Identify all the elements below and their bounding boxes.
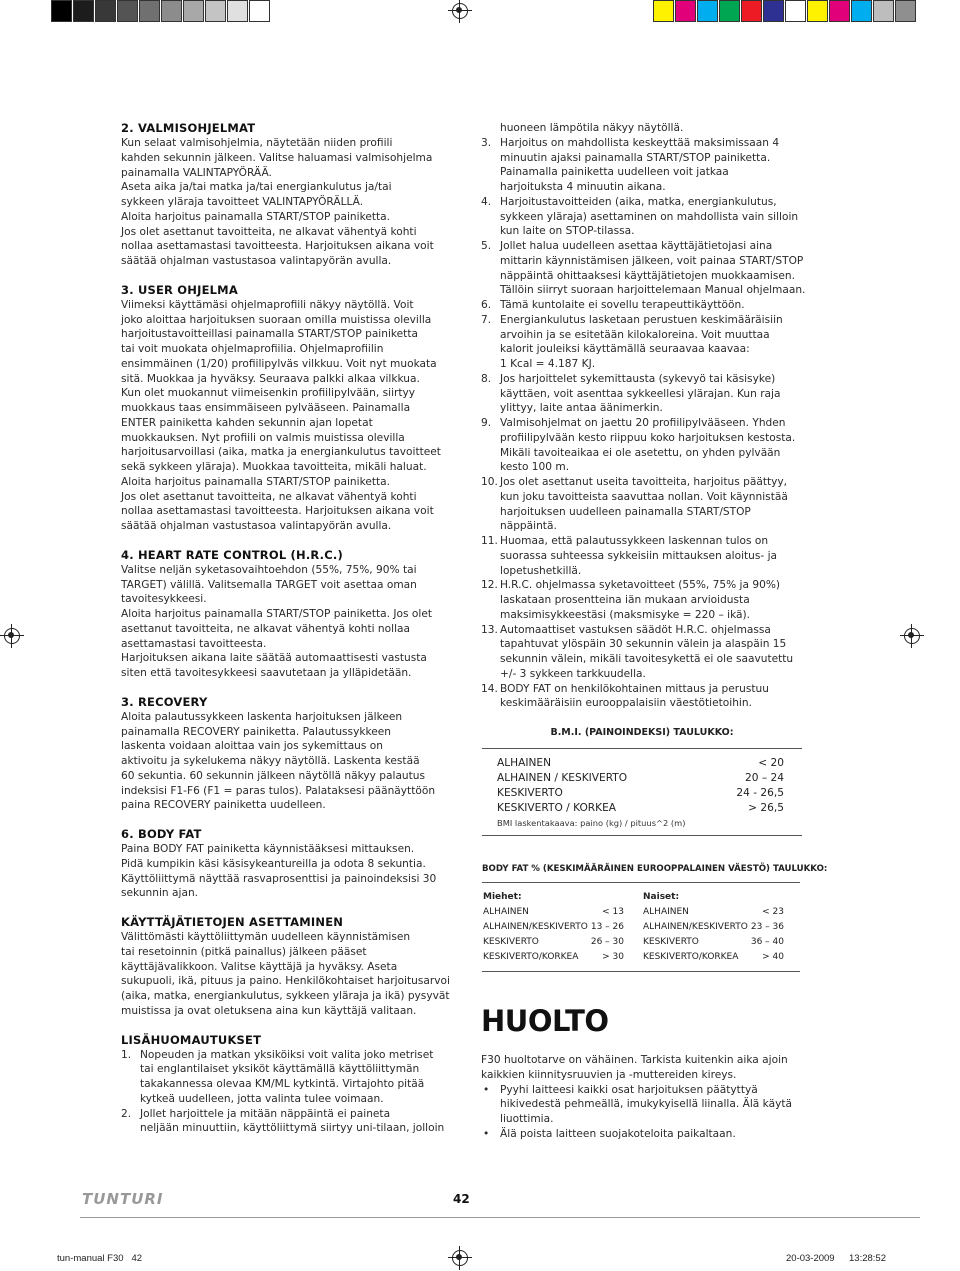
list-item-text <box>500 623 811 682</box>
text-line: sukupuoli, ikä, pituus ja paino. Henkilökohtaiset harjoitusarvoi <box>121 975 450 988</box>
list-item <box>481 682 811 712</box>
text-line: sitä. Muokkaa ja hyväksy. Seuraava palkki alkaa vilkkua. <box>121 372 420 385</box>
text-line: Aloita harjoitus painamalla START/STOP painiketta. Jos olet <box>121 608 432 620</box>
section-heading: KÄYTTÄJÄTIETOJEN ASETTAMINEN <box>121 915 344 929</box>
text-line: asettamastasi tavoitteesta. <box>121 637 267 650</box>
registration-mark-icon <box>904 628 920 644</box>
list-item <box>481 475 811 534</box>
bodyfat-value: 26 – 30 <box>590 937 624 947</box>
text-line: säätää ohjalman vastustasoa valintapyörän avulla. <box>121 520 392 532</box>
bmi-value: > 26,5 <box>748 802 784 814</box>
bodyfat-men-row <box>483 952 624 962</box>
left-column <box>121 121 461 1136</box>
text-line: siten että tavoitesykkeesi saavutetaan ja ylläpidetään. <box>121 667 412 679</box>
list-item <box>481 372 811 416</box>
bmi-table-top-rule <box>482 748 802 749</box>
section-heading: 3. USER OHJELMA <box>121 282 238 297</box>
list-item <box>481 239 811 298</box>
bodyfat-value: > 40 <box>762 952 784 962</box>
text-line: Tällöin siirryt suoraan harjoittelemaan Manual ohjelmaan. <box>500 284 806 297</box>
text-line: käyttäjävalikkoon. Valitse käyttäjä ja hyväksy. Aseta <box>121 960 398 973</box>
slug-filename: tun-manual F30 42 <box>57 1253 143 1264</box>
color-swatch <box>653 0 674 22</box>
section-body-fat <box>121 827 461 901</box>
bodyfat-value: > 30 <box>602 952 624 962</box>
color-swatch <box>741 0 762 22</box>
text-line: liuottimia. <box>500 1113 554 1125</box>
list-item-text <box>500 578 811 622</box>
color-swatch <box>697 0 718 22</box>
text-line: sekunnin ajan. <box>121 887 199 900</box>
list-item-number: 8. <box>481 372 492 385</box>
bodyfat-women-row <box>643 952 784 962</box>
list-item <box>481 623 811 682</box>
list-item-text <box>500 682 811 712</box>
list-item-number: 2. <box>121 1107 132 1120</box>
huolto-section <box>481 1053 811 1142</box>
text-line: arvoihin ja se esitetään kilokaloreina. Voit muuttaa <box>500 328 770 341</box>
list-item-text <box>500 416 811 475</box>
text-line: Aseta aika ja/tai matka ja/tai energiankulutus ja/tai <box>121 181 392 194</box>
text-line: profiilipylvään kesto riippuu koko harjoituksen kestosta. <box>500 431 796 444</box>
bmi-table-row <box>497 772 784 784</box>
text-line: Pidä kumpikin käsi käsisykeantureilla ja odota 8 sekuntia. <box>121 857 426 870</box>
footer-rule <box>80 1217 920 1218</box>
text-line: Nopeuden ja matkan yksiköiksi voit valita joko metriset <box>140 1048 434 1061</box>
list-item-text: huoneen lämpötila näkyy näytöllä. <box>500 122 684 134</box>
text-line: tai voit muokata ohjelmaprofiilia. Ohjelmaprofiilin <box>121 343 384 355</box>
registration-mark-icon <box>452 3 468 19</box>
bodyfat-category: ALHAINEN <box>643 907 689 917</box>
text-line: mittarin käynnistämisen jälkeen, voit painaa START/STOP <box>500 254 804 267</box>
bmi-formula-note: BMI laskentakaava: paino (kg) / pituus^2 (m) <box>497 818 686 828</box>
text-line: sekä sykkeen yläraja). Muokkaa tavoitteita, mikäli haluat. <box>121 461 427 473</box>
bmi-table-row <box>497 787 784 799</box>
text-line: Valitse neljän syketasovaihtoehdon (55%, 75%, 90% tai <box>121 563 417 576</box>
section-heading: 2. VALMISOHJELMAT <box>121 121 256 135</box>
list-item-text <box>500 195 811 239</box>
gray-swatch <box>117 0 138 22</box>
text-line: asettanut tavoitteita, ne alkavat vähentyä kohti nollaa <box>121 622 410 635</box>
bullet-icon: • <box>483 1083 490 1096</box>
text-line: Harjoituksen aikana laite säätää automaattisesti vastusta <box>121 652 427 665</box>
text-line: kaikkien kiinnitysruuvien ja -muttereiden kireys. <box>481 1068 737 1081</box>
right-column <box>481 121 811 711</box>
bodyfat-category: KESKIVERTO/KORKEA <box>483 952 579 962</box>
text-line: sykkeen yläraja) asettaminen on mahdollista vain silloin <box>500 210 799 223</box>
text-line: Harjoitus on mahdollista keskeyttää maksimissaan 4 <box>500 136 780 149</box>
text-line: nollaa asettamastasi tavoitteesta. Harjoituksen aikana voit <box>121 240 434 253</box>
text-line: Jos olet asettanut tavoitteita, ne alkavat vähentyä kohti <box>121 225 417 238</box>
text-line: näppäintä. <box>500 520 557 533</box>
bodyfat-women-row <box>643 907 784 917</box>
bodyfat-men-row <box>483 907 624 917</box>
section-recovery <box>121 695 461 813</box>
text-line: ylittyy, laite antaa äänimerkin. <box>500 402 663 415</box>
bodyfat-category: KESKIVERTO <box>483 937 539 947</box>
text-line: neljään minuuttiin, käyttöliittymä siirtyy uni-tilaan, jolloin <box>140 1122 445 1135</box>
gray-swatch <box>183 0 204 22</box>
text-line: minuutin ajaksi painamalla START/STOP painiketta. <box>500 151 771 164</box>
gray-swatch <box>205 0 226 22</box>
section-user-ohjelma <box>121 283 461 534</box>
text-line: Kun selaat valmisohjelmia, näytetään niiden profiili <box>121 137 393 149</box>
text-line: BODY FAT on henkilökohtainen mittaus ja perustuu <box>500 682 769 695</box>
list-item <box>481 534 811 578</box>
list-item-text <box>140 1048 461 1107</box>
text-line: Mikäli tavoiteaikaa ei ole asetettu, on yhden pylvään <box>500 446 781 459</box>
numbered-list <box>481 136 811 711</box>
text-line: Älä poista laitteen suojakoteloita paikaltaan. <box>500 1127 736 1140</box>
bmi-value: 24 - 26,5 <box>736 787 784 799</box>
list-item-number: 3. <box>481 136 492 149</box>
text-line: takakannessa olevaa KM/ML kytkintä. Virtajohto pitää <box>140 1078 425 1090</box>
slug-time: 13:28:52 <box>849 1253 886 1264</box>
text-line: nollaa asettamastasi tavoitteesta. Harjoituksen aikana voit <box>121 505 434 518</box>
registration-mark-icon <box>452 1250 468 1266</box>
list-item-number: 7. <box>481 313 492 326</box>
list-item-text <box>500 534 811 578</box>
section-heading: LISÄHUOMAUTUKSET <box>121 1032 262 1047</box>
bodyfat-category: ALHAINEN/KESKIVERTO <box>483 922 588 932</box>
gray-swatch <box>249 0 270 22</box>
bodyfat-table-top-rule <box>482 882 800 883</box>
text-line: Painamalla painiketta uudelleen voit jatkaa <box>500 166 729 179</box>
text-line: Kun olet muokannut viimeisenkin profiilipylvään, siirtyy <box>121 387 416 400</box>
text-line: tapahtuvat ylöspäin 30 sekunnin välein ja alaspäin 15 <box>500 638 787 651</box>
text-line: laskenta voidaan aloittaa vain jos sykemittaus on <box>121 740 383 753</box>
paragraph <box>121 298 461 534</box>
text-line: joko aloittaa harjoituksen suoraan omilla muistissa olevilla <box>121 313 432 326</box>
bodyfat-category: ALHAINEN/KESKIVERTO <box>643 922 748 932</box>
text-line: kun laite on STOP-tilassa. <box>500 225 635 238</box>
text-line: harjoituksen uudelleen painamalla START/STOP <box>500 505 751 518</box>
bullet-item <box>481 1127 811 1142</box>
color-swatch <box>851 0 872 22</box>
list-item-number: 11. <box>481 535 498 547</box>
bmi-table-row <box>497 757 784 769</box>
text-line: sekunnin välein, mikäli tavoitesykettä ei ole saavutettu <box>500 653 794 665</box>
bodyfat-table-bottom-rule <box>482 971 800 972</box>
list-item-number: 13. <box>481 623 498 636</box>
numbered-list <box>121 1048 461 1137</box>
list-item <box>481 578 811 622</box>
bodyfat-men-heading: Miehet: <box>483 892 522 902</box>
bodyfat-men-row <box>483 922 624 932</box>
paragraph <box>481 1053 811 1083</box>
text-line: maksimisykkeestäsi (maksmisyke = 220 – ikä). <box>500 608 751 621</box>
text-line: harjoitusarvoillasi (aika, matka ja energiankulutus tavoitteet <box>121 446 441 459</box>
color-swatch <box>719 0 740 22</box>
text-line: Paina BODY FAT painiketta käynnistääksesi mittauksen. <box>121 843 415 855</box>
bmi-table-title: B.M.I. (PAINOINDEKSI) TAULUKKO: <box>550 727 734 738</box>
bullet-list <box>481 1083 811 1142</box>
bodyfat-table-title: BODY FAT % (KESKIMÄÄRÄINEN EUROOPPALAINEN VÄESTÖ) TAULUKKO: <box>482 864 828 874</box>
list-item-number: 5. <box>481 240 492 252</box>
color-swatch <box>763 0 784 22</box>
text-line: säätää ohjalman vastustasoa valintapyörän avulla. <box>121 255 392 267</box>
text-line: harjoitustavoitteillasi painamalla START/STOP painiketta <box>121 328 418 341</box>
list-item-number: 4. <box>481 195 492 208</box>
text-line: ensimmäinen (1/20) profiilipylväs vilkkuu. Voit nyt muokata <box>121 357 437 370</box>
list-item <box>481 195 811 239</box>
text-line: Aloita harjoitus painamalla START/STOP painiketta. <box>121 475 391 488</box>
registration-mark-icon <box>4 628 20 644</box>
paragraph <box>121 563 461 681</box>
bmi-table-row <box>497 802 784 814</box>
text-line: painamalla RECOVERY painiketta. Palautussykkeen <box>121 725 391 738</box>
color-swatch <box>785 0 806 22</box>
list-item-number: 10. <box>481 476 498 488</box>
bodyfat-category: KESKIVERTO <box>643 937 699 947</box>
text-line: H.R.C. ohjelmassa syketavoitteet (55%, 75% ja 90%) <box>500 579 781 592</box>
text-line: kun joku tavoitteista saavuttaa nollan. Voit käynnistää <box>500 490 788 503</box>
tunturi-logo: TUNTURI <box>82 1190 164 1208</box>
text-line: Tämä kuntolaite ei sovellu terapeuttikäyttöön. <box>500 299 745 311</box>
text-line: (aika, matka, energiankulutus, sykkeen yläraja ja ikä) pysyvät <box>121 990 450 1002</box>
gray-swatch <box>73 0 94 22</box>
list-item <box>121 1048 461 1107</box>
bmi-value: 20 – 24 <box>745 772 784 784</box>
text-line: 1 Kcal = 4.187 KJ. <box>500 358 596 370</box>
text-line: aktivoitu ja sykelukema näkyy näytöllä. Laskenta kestää <box>121 755 420 767</box>
text-line: keskimääräisiin eurooppalaisiin väestötietoihin. <box>500 697 752 710</box>
section-user-settings <box>121 915 461 1019</box>
text-line: muokkaus taas ensimmäiseen pylvääseen. Painamalla <box>121 402 411 414</box>
text-line: lopetushetkillä. <box>500 564 582 577</box>
color-swatch <box>675 0 696 22</box>
text-line: Jollet harjoittele ja mitään näppäintä ei paineta <box>140 1107 391 1120</box>
bullet-text <box>500 1127 811 1142</box>
text-line: harjoituksta 4 minuutin aikana. <box>500 181 666 193</box>
text-line: tavoitesykkeesi. <box>121 593 207 606</box>
bodyfat-value: 13 – 26 <box>590 922 624 932</box>
text-line: Huomaa, että palautussykkeen laskennan tulos on <box>500 535 769 547</box>
bodyfat-women-row <box>643 937 784 947</box>
bodyfat-value: < 23 <box>762 907 784 917</box>
section-valmisohjelmat <box>121 121 461 269</box>
text-line: Käyttöliittymä näyttää rasvaprosenttisi ja painoindeksisi 30 <box>121 872 437 885</box>
list-item-number: 14. <box>481 682 498 695</box>
list-item-text <box>140 1107 461 1137</box>
color-swatch <box>807 0 828 22</box>
section-heading: 4. HEART RATE CONTROL (H.R.C.) <box>121 547 343 562</box>
bodyfat-category: KESKIVERTO/KORKEA <box>643 952 739 962</box>
text-line: ENTER painiketta kahden sekunnin ajan lopetat <box>121 416 373 429</box>
text-line: muokkauksen. Nyt profiili on valmis muistissa olevilla <box>121 431 405 444</box>
gray-swatch <box>161 0 182 22</box>
paragraph <box>121 710 461 813</box>
text-line: Automaattiset vastuksen säädöt H.R.C. ohjelmassa <box>500 623 771 636</box>
bodyfat-men-row <box>483 937 624 947</box>
text-line: laskataan prosentteina iän mukaan arvioidusta <box>500 594 750 606</box>
text-line: Pyyhi laitteesi kaikki osat harjoituksen päätyttyä <box>500 1083 758 1096</box>
paragraph <box>121 842 461 901</box>
list-item-text <box>500 298 811 313</box>
text-line: kesto 100 m. <box>500 461 570 474</box>
text-line: Viimeksi käyttämäsi ohjelmaprofiili näkyy näytöllä. Voit <box>121 298 414 311</box>
text-line: käyttäen, voit asenttaa sykkeellesi ylärajan. Kun raja <box>500 387 781 400</box>
color-swatch <box>895 0 916 22</box>
text-line: Välittömästi käyttöliittymän uudelleen käynnistämisen <box>121 931 411 943</box>
text-line: kytkeä uudelleen, jotta valinta tulee voimaan. <box>140 1092 384 1105</box>
gray-swatch <box>139 0 160 22</box>
text-line: 60 sekuntia. 60 sekunnin jälkeen näytöllä näkyy palautus <box>121 769 426 782</box>
list-item-text <box>500 136 811 195</box>
bmi-category: KESKIVERTO <box>497 787 563 799</box>
color-swatch <box>873 0 894 22</box>
paragraph <box>121 930 461 1019</box>
bmi-category: ALHAINEN <box>497 757 552 769</box>
bodyfat-women-row <box>643 922 784 932</box>
section-additional-notes <box>121 1033 461 1137</box>
list-item-text <box>500 475 811 534</box>
list-item-continued <box>481 121 811 136</box>
bmi-table-bottom-rule <box>482 835 802 836</box>
huolto-heading: HUOLTO <box>481 1004 609 1038</box>
list-item-text <box>500 313 811 372</box>
bmi-category: KESKIVERTO / KORKEA <box>497 802 617 814</box>
text-line: painamalla VALINTAPYÖRÄÄ. <box>121 166 272 179</box>
bodyfat-value: < 13 <box>602 907 624 917</box>
bodyfat-women-heading: Naiset: <box>643 892 680 902</box>
bullet-text <box>500 1083 811 1127</box>
text-line: kalorit jouleiksi käyttämällä seuraavaa kaavaa: <box>500 343 750 356</box>
text-line: Aloita harjoitus painamalla START/STOP painiketta. <box>121 210 391 223</box>
text-line: Jos olet asettanut useita tavoitteita, harjoitus päättyy, <box>500 476 788 488</box>
list-item-number: 9. <box>481 417 492 429</box>
section-heart-rate-control <box>121 548 461 681</box>
list-item <box>481 313 811 372</box>
text-line: näppäintä ohittaaksesi käyttäjätietojen muokkaamisen. <box>500 269 795 282</box>
section-heading: 3. RECOVERY <box>121 694 208 709</box>
text-line: tai englantilaiset yksiköt käyttämällä käyttöliittymän <box>140 1063 420 1076</box>
gray-swatch <box>227 0 248 22</box>
text-line: Jos harjoittelet sykemittausta (sykevyö tai käsisyke) <box>500 372 776 385</box>
list-item <box>481 136 811 195</box>
gray-swatch <box>51 0 72 22</box>
slug-date: 20-03-2009 <box>786 1253 835 1264</box>
text-line: Energiankulutus lasketaan perustuen keskimääräisiin <box>500 313 783 326</box>
text-line: Aloita palautussykkeen laskenta harjoituksen jälkeen <box>121 710 403 723</box>
list-item-text <box>500 239 811 298</box>
text-line: Jollet halua uudelleen asettaa käyttäjätietojasi aina <box>500 240 773 252</box>
text-line: muistissa ja ovat oletuksena aina kun käyttäjä valitaan. <box>121 1004 417 1017</box>
bmi-category: ALHAINEN / KESKIVERTO <box>497 772 628 784</box>
text-line: sykkeen yläraja tavoitteet VALINTAPYÖRÄLLÄ. <box>121 196 364 208</box>
list-item <box>481 416 811 475</box>
text-line: Valmisohjelmat on jaettu 20 profiilipylvääseen. Yhden <box>500 417 786 429</box>
list-item-number: 12. <box>481 579 498 592</box>
gray-swatch <box>95 0 116 22</box>
text-line: indeksisi F1-F6 (F1 = paras tulos). Palataksesi päänäyttöön <box>121 784 436 797</box>
color-swatch <box>829 0 850 22</box>
bmi-value: < 20 <box>758 757 784 769</box>
list-item-text <box>500 372 811 416</box>
text-line: F30 huoltotarve on vähäinen. Tarkista kuitenkin aika ajoin <box>481 1054 788 1066</box>
list-item <box>121 1107 461 1137</box>
bodyfat-value: 23 – 36 <box>750 922 784 932</box>
bodyfat-value: 36 – 40 <box>750 937 784 947</box>
bullet-icon: • <box>483 1127 490 1140</box>
text-line: kahden sekunnin jälkeen. Valitse haluamasi valmisohjelma <box>121 151 433 164</box>
text-line: suorassa suhteessa sykkeisiin mittauksen aloitus- ja <box>500 549 778 562</box>
list-item-number: 1. <box>121 1048 132 1061</box>
text-line: hikivedestä pehmeällä, imukykyisellä liinalla. Älä käytä <box>500 1098 793 1111</box>
text-line: tai resetoinnin (pitkä painallus) jälkeen pääset <box>121 945 367 958</box>
text-line: Harjoitustavoitteiden (aika, matka, energiankulutus, <box>500 195 777 208</box>
list-item-number: 6. <box>481 299 492 311</box>
text-line: Jos olet asettanut tavoitteita, ne alkavat vähentyä kohti <box>121 490 417 503</box>
text-line: +/- 3 sykkeen tarkkuudella. <box>500 667 646 680</box>
text-line: TARGET) välillä. Valitsemalla TARGET voit asettaa oman <box>121 578 417 591</box>
paragraph <box>121 136 461 269</box>
text-line: paina RECOVERY painiketta uudelleen. <box>121 799 326 812</box>
page-number: 42 <box>453 1192 470 1206</box>
section-heading: 6. BODY FAT <box>121 827 202 841</box>
list-item <box>481 298 811 313</box>
bodyfat-category: ALHAINEN <box>483 907 529 917</box>
bullet-item <box>481 1083 811 1127</box>
